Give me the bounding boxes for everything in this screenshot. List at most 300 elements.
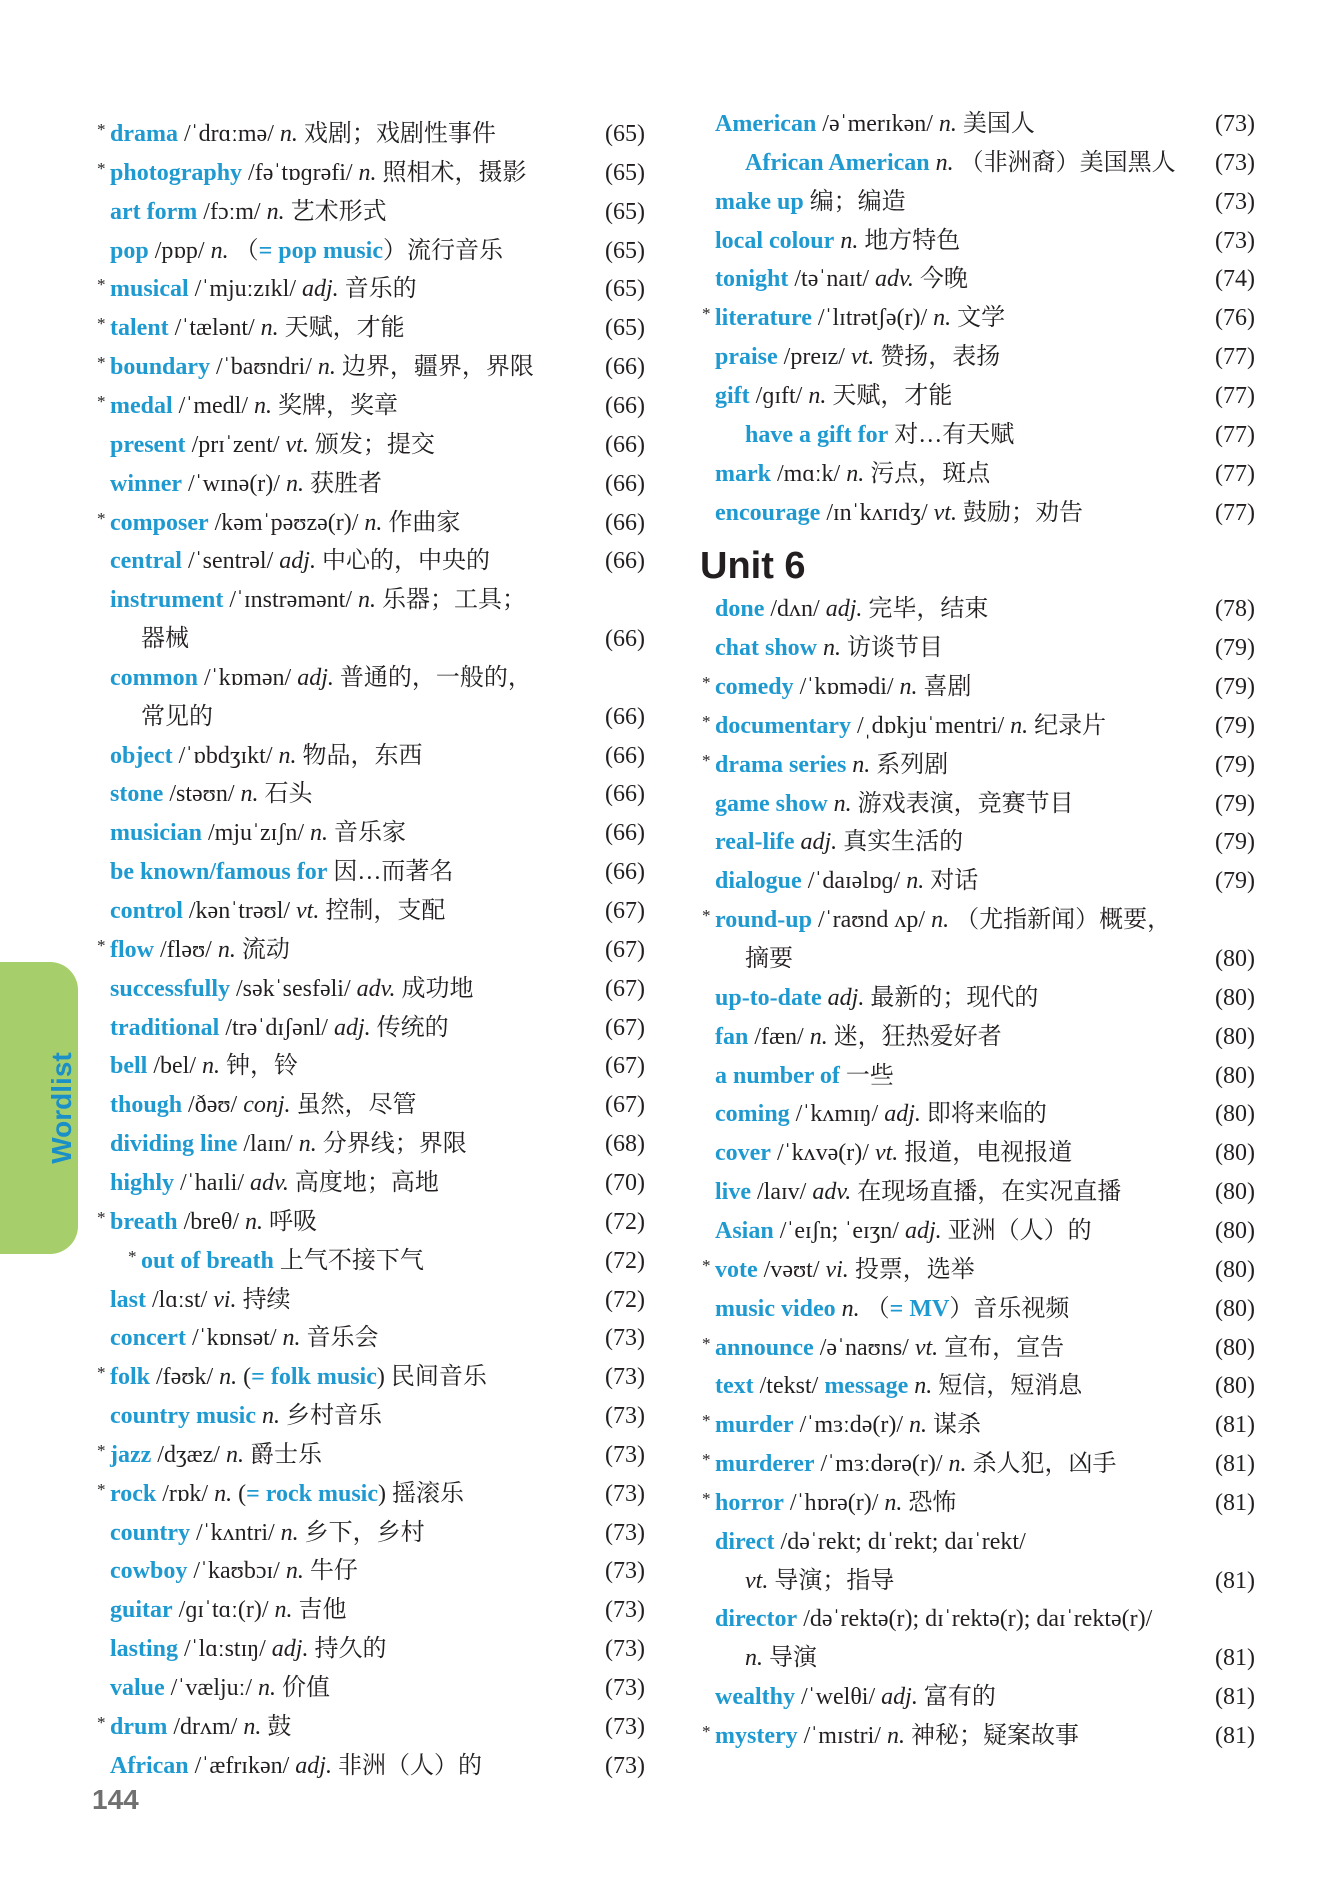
- entry-text: [715, 1328, 1064, 1368]
- page-reference: (78): [1215, 596, 1255, 623]
- wordlist-entry: [700, 1211, 1265, 1251]
- part-of-speech: n.: [899, 674, 918, 701]
- page-reference: (80): [1215, 1217, 1255, 1244]
- wordlist-entry: [700, 745, 1265, 785]
- entry-text: [715, 1250, 975, 1290]
- part-of-speech: n.: [884, 1489, 903, 1516]
- headword: medal: [110, 392, 173, 419]
- entry-segment: /ˈkɒmədi/: [793, 674, 900, 701]
- star-marker: *: [97, 935, 106, 955]
- part-of-speech: vt.: [914, 1334, 939, 1361]
- entry-segment: 钟，铃: [220, 1053, 298, 1080]
- wordlist-entry: [700, 182, 1265, 222]
- wordlist-entry: [95, 813, 655, 853]
- entry-segment: /ɡɪft/: [749, 382, 809, 409]
- entry-segment: /fəʊk/: [150, 1364, 220, 1391]
- entry-text: [715, 337, 1000, 377]
- part-of-speech: vt.: [285, 431, 309, 458]
- wordlist-entry: [95, 1513, 655, 1553]
- entry-segment: 边界，疆界，界限: [335, 354, 534, 381]
- wordlist-entry: [700, 978, 1265, 1018]
- entry-segment: 石头: [258, 781, 313, 808]
- entry-text: [715, 1133, 1072, 1173]
- wordlist-entry: [700, 628, 1265, 668]
- entry-text: [715, 1172, 1121, 1212]
- wordlist-entry: [95, 930, 655, 970]
- headword: lasting: [110, 1636, 179, 1663]
- wordlist-entry: [95, 269, 655, 309]
- entry-segment: 颁发；提交: [308, 431, 435, 458]
- part-of-speech: adj.: [825, 596, 863, 623]
- wordlist-entry: [95, 1008, 655, 1048]
- part-of-speech: n.: [278, 742, 297, 769]
- page-reference: (66): [605, 509, 645, 536]
- entry-segment: 亚洲（人）的: [941, 1217, 1092, 1244]
- headword: mark: [715, 460, 771, 487]
- entry-segment: （非洲裔）美国黑人: [953, 149, 1176, 176]
- entry-text: [715, 1444, 1117, 1484]
- entry-segment: /ˈmɜːdə(r)/: [793, 1412, 910, 1439]
- entry-text: [715, 1094, 1047, 1134]
- headword: coming: [715, 1101, 790, 1128]
- wordlist-entry: [700, 221, 1265, 261]
- wordlist-entry: [700, 822, 1265, 862]
- page-reference: (77): [1215, 344, 1255, 371]
- entry-segment: /ˈmedl/: [172, 392, 254, 419]
- entry-segment: /ˈsentrəl/: [181, 548, 280, 575]
- wordlist-entry: [700, 143, 1265, 183]
- entry-text: [141, 1241, 424, 1281]
- entry-segment: /stəʊn/: [163, 781, 241, 808]
- page-reference: (73): [605, 1403, 645, 1430]
- entry-segment: 美国人: [956, 111, 1035, 137]
- entry-segment: 今晚: [913, 266, 968, 293]
- star-marker: *: [702, 1722, 711, 1741]
- entry-text: [715, 298, 1005, 338]
- wordlist-entry: [95, 1280, 655, 1320]
- part-of-speech: n.: [240, 781, 259, 808]
- wordlist-entry: [700, 706, 1265, 746]
- page-reference: (80): [1215, 1140, 1255, 1167]
- page-reference: (81): [1215, 1723, 1255, 1749]
- entry-segment: /drʌm/: [167, 1713, 244, 1740]
- part-of-speech: n.: [933, 305, 952, 332]
- page-reference: (73): [605, 1364, 645, 1391]
- entry-segment: 游戏表演，竞赛节目: [851, 790, 1074, 817]
- entry-segment: （: [228, 237, 259, 264]
- entry-segment: /ˈwɪnə(r)/: [182, 470, 286, 497]
- wordlist-entry: [700, 454, 1265, 494]
- page-reference: (73): [605, 1636, 645, 1663]
- entry-segment: （: [859, 1295, 890, 1322]
- page-reference: (66): [605, 703, 645, 730]
- entry-segment: 谋杀: [927, 1412, 982, 1439]
- headword: = MV: [889, 1295, 950, 1322]
- part-of-speech: n.: [745, 1645, 763, 1672]
- entry-segment: /səkˈsesfəli/: [230, 975, 357, 1002]
- entry-text: [110, 930, 290, 970]
- part-of-speech: adj.: [904, 1217, 942, 1244]
- page-reference: (79): [1215, 868, 1255, 895]
- entry-text: [110, 1124, 467, 1164]
- entry-segment: 流动: [235, 936, 290, 963]
- entry-segment: 短信，短消息: [932, 1373, 1083, 1400]
- headword: dialogue: [715, 868, 802, 895]
- headword: African: [110, 1752, 189, 1779]
- wordlist-entry: [700, 104, 1265, 144]
- headword: dividing line: [110, 1131, 238, 1158]
- entry-segment: /fləʊ/: [154, 936, 218, 963]
- star-marker: *: [97, 508, 106, 528]
- entry-segment: 报道，电视报道: [898, 1140, 1073, 1167]
- headword: round-up: [715, 907, 812, 934]
- wordlist-entry: [700, 1405, 1265, 1445]
- entry-text: [715, 1056, 894, 1096]
- headword: central: [110, 548, 182, 575]
- entry-segment: /ˈmjuːzɪkl/: [188, 276, 302, 303]
- headword: successfully: [110, 975, 230, 1002]
- wordlist-entry: [700, 493, 1265, 533]
- entry-text: [110, 658, 532, 698]
- star-marker: *: [702, 906, 711, 926]
- entry-segment: /ˈkaʊbɔɪ/: [187, 1558, 286, 1585]
- entry-segment: /dʌn/: [764, 596, 826, 623]
- entry-segment: /ˈkʌntri/: [190, 1519, 281, 1546]
- page-reference: (79): [1215, 674, 1255, 701]
- entry-segment: （尤指新闻）概要，: [949, 907, 1172, 934]
- entry-segment: /ˈhɒrə(r)/: [783, 1489, 885, 1516]
- page-reference: (65): [605, 159, 645, 186]
- entry-segment: /ˈkʌmɪŋ/: [789, 1101, 885, 1128]
- headword: folk: [110, 1364, 151, 1391]
- entry-text: [110, 1629, 386, 1669]
- star-marker: *: [702, 1333, 711, 1353]
- entry-text: [715, 784, 1074, 824]
- wordlist-entry: [95, 192, 655, 232]
- wordlist-entry: [95, 1590, 655, 1630]
- entry-segment: 纪录片: [1028, 712, 1107, 739]
- headword: though: [110, 1092, 183, 1119]
- page-reference: (66): [605, 354, 645, 381]
- headword: talent: [110, 315, 169, 342]
- headword: make up: [715, 188, 804, 215]
- entry-segment: /əˈnaʊns/: [813, 1334, 915, 1361]
- entry-segment: 传统的: [370, 1014, 449, 1041]
- entry-segment: 牛仔: [303, 1558, 358, 1585]
- entry-segment: 富有的: [917, 1684, 996, 1711]
- star-marker: *: [702, 1488, 711, 1508]
- entry-segment: 即将来临的: [920, 1101, 1047, 1128]
- star-marker: *: [702, 1450, 711, 1470]
- page-reference: (73): [1215, 227, 1255, 254]
- entry-segment: /laɪn/: [237, 1131, 299, 1158]
- part-of-speech: conj.: [243, 1092, 291, 1119]
- wordlist-entry: [95, 852, 655, 892]
- headword: literature: [715, 305, 812, 332]
- wordlist-entry: [700, 298, 1265, 338]
- wordlist-entry: [95, 1046, 655, 1086]
- headword: boundary: [110, 354, 211, 381]
- headword: breath: [110, 1208, 178, 1235]
- page-reference: (77): [1215, 421, 1255, 448]
- entry-segment: 访谈节目: [841, 635, 944, 662]
- wordlist-entry: [95, 1241, 655, 1281]
- entry-segment: 系列剧: [870, 751, 949, 778]
- entry-text: [715, 182, 906, 222]
- part-of-speech: n.: [279, 121, 298, 147]
- page-reference: (67): [605, 898, 645, 924]
- page-reference: (65): [605, 121, 645, 147]
- headword: musical: [110, 276, 189, 303]
- headword: cowboy: [110, 1558, 188, 1585]
- star-marker: *: [702, 1411, 711, 1431]
- entry-segment: 对…有天赋: [888, 421, 1015, 448]
- headword: jazz: [110, 1441, 152, 1468]
- entry-segment: /ˈtælənt/: [168, 315, 261, 342]
- entry-text: [715, 861, 978, 901]
- entry-segment: 分界线；界限: [316, 1131, 467, 1158]
- wordlist-entry: [95, 425, 655, 465]
- entry-text: [110, 503, 460, 543]
- part-of-speech: n.: [364, 509, 383, 536]
- wordlist-entry: [95, 1474, 655, 1514]
- part-of-speech: adj.: [271, 1636, 309, 1663]
- wordlist-entry: [95, 1746, 655, 1786]
- headword: guitar: [110, 1597, 173, 1624]
- page-reference: (73): [1215, 149, 1255, 176]
- entry-segment: /prɪˈzent/: [185, 431, 286, 458]
- part-of-speech: n.: [225, 1441, 244, 1468]
- part-of-speech: n.: [886, 1723, 905, 1749]
- part-of-speech: n.: [357, 587, 376, 614]
- headword: director: [715, 1606, 798, 1633]
- entry-segment: /ˈeɪʃn; ˈeɪʒn/: [773, 1217, 905, 1244]
- headword: = folk music: [251, 1364, 377, 1391]
- page-reference: (73): [1215, 111, 1255, 137]
- part-of-speech: n.: [285, 470, 304, 497]
- entry-segment: ）流行音乐: [382, 237, 503, 264]
- entry-text: [715, 706, 1106, 746]
- entry-text: [110, 347, 534, 387]
- entry-segment: 乡村音乐: [280, 1403, 382, 1430]
- part-of-speech: adv.: [812, 1179, 852, 1206]
- entry-segment: 完毕，结束: [862, 596, 989, 623]
- part-of-speech: n.: [914, 1373, 933, 1400]
- entry-text: [110, 1357, 487, 1397]
- entry-text: [715, 1211, 1092, 1251]
- page-reference: (77): [1215, 460, 1255, 487]
- page-reference: (79): [1215, 712, 1255, 739]
- entry-text: [110, 269, 417, 309]
- wordlist-entry: [95, 736, 655, 776]
- entry-segment: /ˈwelθi/: [795, 1684, 882, 1711]
- headword: drum: [110, 1713, 168, 1740]
- entry-segment: 迷，狂热爱好者: [827, 1023, 1002, 1050]
- star-marker: *: [702, 673, 711, 693]
- entry-segment: /ˈlɑːstɪŋ/: [178, 1636, 272, 1663]
- part-of-speech: n.: [245, 1208, 264, 1235]
- page-reference: (80): [1215, 984, 1255, 1011]
- entry-segment: 吉他: [292, 1597, 347, 1624]
- page-reference: (73): [605, 1441, 645, 1468]
- entry-segment: /pɒp/: [148, 237, 211, 264]
- entry-text: [715, 1599, 1152, 1639]
- wordlist-entry: [95, 1163, 655, 1203]
- wordlist-entry: [95, 503, 655, 543]
- part-of-speech: n.: [358, 159, 377, 186]
- wordlist-entry: [95, 1707, 655, 1747]
- wordlist-entry: [95, 1124, 655, 1164]
- page-reference: (76): [1215, 305, 1255, 332]
- part-of-speech: n.: [217, 936, 236, 963]
- wordlist-entry: [95, 580, 655, 620]
- part-of-speech: n.: [285, 1558, 304, 1585]
- wordlist-entry: [95, 1396, 655, 1436]
- wordlist-entry: [95, 1668, 655, 1708]
- entry-segment: 中心的，中央的: [315, 548, 490, 575]
- entry-segment: /kənˈtrəʊl/: [182, 898, 297, 924]
- part-of-speech: adj.: [827, 984, 865, 1011]
- entry-text: [110, 153, 527, 193]
- entry-text: [110, 1551, 358, 1591]
- headword: value: [110, 1675, 165, 1701]
- entry-segment: 最新的；现代的: [864, 984, 1039, 1011]
- part-of-speech: n.: [852, 751, 871, 778]
- page-reference: (72): [605, 1247, 645, 1274]
- wordlist-entry: [700, 1289, 1265, 1329]
- entry-segment: 音乐的: [338, 276, 417, 303]
- headword: pop: [110, 237, 149, 264]
- page-reference: (65): [605, 276, 645, 303]
- part-of-speech: n.: [846, 460, 865, 487]
- entry-text: [745, 415, 1014, 455]
- part-of-speech: n.: [909, 1412, 928, 1439]
- entry-segment: /ˈhaɪli/: [174, 1169, 251, 1196]
- entry-segment: (: [237, 1364, 252, 1391]
- wordlist-entry: [95, 1357, 655, 1397]
- part-of-speech: adj.: [279, 548, 316, 575]
- entry-segment: 戏剧；戏剧性事件: [297, 121, 496, 147]
- entry-text: [715, 978, 1038, 1018]
- page-reference: (79): [1215, 635, 1255, 662]
- wordlist-entry: [95, 541, 655, 581]
- entry-segment: /ɪnˈkʌrɪdʒ/: [820, 499, 934, 526]
- headword: gift: [715, 382, 750, 409]
- entry-segment: /bel/: [147, 1053, 202, 1080]
- entry-segment: 编；编造: [803, 188, 906, 215]
- entry-segment: 神秘；疑案故事: [904, 1723, 1079, 1749]
- page-reference: (67): [605, 1092, 645, 1119]
- star-marker: *: [97, 1207, 106, 1227]
- entry-segment: /kəmˈpəʊzə(r)/: [208, 509, 365, 536]
- part-of-speech: n.: [833, 790, 852, 817]
- entry-segment: /vəʊt/: [757, 1256, 826, 1283]
- entry-segment: /mɑːk/: [771, 460, 847, 487]
- wordlist-entry: [700, 1522, 1265, 1562]
- entry-segment: 奖牌，奖章: [272, 392, 398, 419]
- page-reference: (72): [605, 1208, 645, 1235]
- part-of-speech: n.: [948, 1451, 967, 1478]
- page-reference: (66): [605, 820, 645, 847]
- part-of-speech: vt.: [874, 1140, 899, 1167]
- headword: photography: [110, 159, 243, 186]
- part-of-speech: n.: [931, 907, 950, 934]
- entry-text: [715, 221, 960, 261]
- page-reference: (66): [605, 742, 645, 769]
- entry-segment: 物品，东西: [296, 742, 423, 769]
- part-of-speech: adj.: [884, 1101, 921, 1128]
- part-of-speech: n.: [840, 227, 859, 254]
- page-reference: (73): [1215, 188, 1255, 215]
- wordlist-entry: [95, 1435, 655, 1475]
- entry-segment: 器械: [141, 626, 189, 653]
- part-of-speech: n.: [808, 382, 827, 409]
- page-reference: (81): [1215, 1567, 1255, 1594]
- entry-text: [110, 1046, 298, 1086]
- headword: game show: [715, 790, 828, 817]
- entry-segment: /dʒæz/: [151, 1441, 226, 1468]
- wordlist-entry: [700, 415, 1265, 455]
- wordlist-entry: [700, 1716, 1265, 1756]
- headword: control: [110, 898, 183, 924]
- entry-text: [715, 493, 1083, 533]
- entry-text: [110, 1085, 417, 1125]
- part-of-speech: n.: [298, 1131, 317, 1158]
- wordlist-entry: [700, 1056, 1265, 1096]
- entry-text: [110, 1396, 382, 1436]
- page-reference: (66): [605, 548, 645, 575]
- wordlist-entry: [700, 939, 1265, 979]
- page-reference: (81): [1215, 1451, 1255, 1478]
- part-of-speech: adj.: [302, 276, 339, 303]
- entry-text: [110, 1435, 322, 1475]
- wordlist-entry: [95, 386, 655, 426]
- star-marker: *: [97, 1712, 106, 1732]
- entry-text: [715, 667, 972, 707]
- entry-segment: /lɑːst/: [146, 1286, 214, 1313]
- entry-segment: 获胜者: [303, 470, 382, 497]
- entry-segment: 呼吸: [263, 1208, 318, 1235]
- entry-text: [110, 114, 496, 154]
- entry-segment: /breθ/: [177, 1208, 246, 1235]
- page-number: 144: [92, 1784, 139, 1815]
- entry-segment: 投票，选举: [848, 1256, 975, 1283]
- headword: real-life: [715, 829, 795, 856]
- entry-segment: 音乐会: [300, 1325, 379, 1352]
- page-reference: (65): [605, 315, 645, 342]
- wordlist-entry: [700, 259, 1265, 299]
- headword: = rock music: [246, 1480, 379, 1507]
- entry-segment: 导演: [763, 1645, 817, 1672]
- page-reference: (73): [605, 1597, 645, 1624]
- entry-segment: /ˈdrɑːmə/: [178, 121, 280, 147]
- entry-text: [110, 1746, 482, 1786]
- star-marker: *: [702, 304, 711, 324]
- page-reference: (79): [1215, 751, 1255, 778]
- part-of-speech: n.: [210, 237, 229, 264]
- entry-segment: /ˈkɒmən/: [197, 664, 298, 691]
- entry-segment: 非洲（人）的: [331, 1752, 482, 1779]
- entry-segment: 对话: [924, 868, 979, 895]
- entry-text: [110, 813, 406, 853]
- part-of-speech: n.: [262, 1403, 280, 1430]
- entry-segment: /fɔːm/: [197, 198, 267, 225]
- entry-segment: ) 摇滚乐: [378, 1480, 465, 1507]
- part-of-speech: vi.: [825, 1256, 849, 1283]
- star-marker: *: [97, 391, 106, 411]
- page-reference: (73): [605, 1675, 645, 1701]
- entry-text: [141, 697, 213, 737]
